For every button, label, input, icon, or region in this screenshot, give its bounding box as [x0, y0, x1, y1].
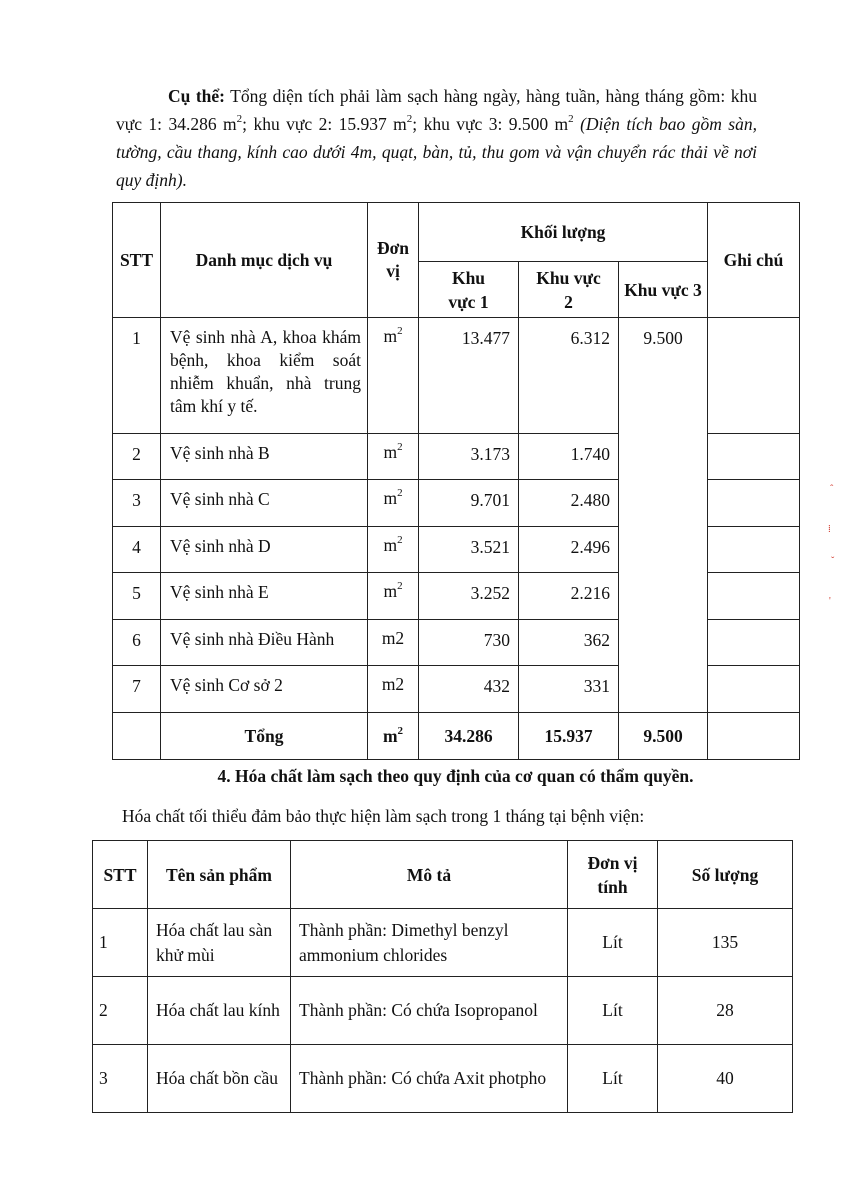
row-unit: $m^2$	[368, 480, 419, 527]
row-note	[708, 573, 800, 620]
row-name: Vệ sinh nhà A, khoa khám bệnh, khoa kiểm soát nhiễm khuẩn, nhà trung tâm khí y tế.	[161, 318, 368, 434]
intro-text-2: ; khu vực 2: 15.937 m	[242, 114, 407, 134]
row-note	[708, 666, 800, 713]
row-stt: 7	[113, 666, 161, 713]
intro-italic-note: (Diện tích bao gồm sàn, tường, cầu thang, kính cao dưới 4m, quạt, bàn, tủ, thu gom và vận chuyển rác thải về nơi quy định).	[116, 114, 757, 190]
row-stt: 2	[93, 977, 148, 1045]
chemicals-table	[92, 840, 793, 1113]
row-unit: Lít	[568, 909, 658, 977]
intro-paragraph	[116, 82, 757, 194]
header-stt: STT	[113, 203, 161, 318]
header-qty: Số lượng	[658, 841, 793, 909]
row-zone-2: 362	[519, 620, 619, 666]
table-row	[93, 909, 793, 977]
row-unit: m2	[368, 620, 419, 666]
header-volume: Khối lượng	[419, 203, 708, 262]
table-row	[93, 977, 793, 1045]
table-row	[113, 318, 800, 434]
total-unit: $m^2$	[368, 713, 419, 760]
row-zone-1: 730	[419, 620, 519, 666]
row-note	[708, 620, 800, 666]
total-zone-3: 9.500	[619, 713, 708, 760]
header-zone-3: Khu vực 3	[619, 262, 708, 318]
row-note	[708, 434, 800, 480]
row-unit: $m^2$	[368, 434, 419, 480]
total-stt	[113, 713, 161, 760]
row-stt: 3	[93, 1045, 148, 1113]
row-desc: Thành phần: Dimethyl benzyl ammonium chlorides	[291, 909, 568, 977]
row-zone-2: 2.216	[519, 573, 619, 620]
header-desc: Mô tả	[291, 841, 568, 909]
row-qty: 135	[658, 909, 793, 977]
row-zone-2: 6.312	[519, 318, 619, 434]
row-stt: 1	[113, 318, 161, 434]
total-zone-2: 15.937	[519, 713, 619, 760]
row-name: Vệ sinh nhà B	[161, 434, 368, 480]
row-stt: 6	[113, 620, 161, 666]
row-unit: Lít	[568, 977, 658, 1045]
row-zone-1: 9.701	[419, 480, 519, 527]
row-product: Hóa chất bồn cầu	[148, 1045, 291, 1113]
row-unit: m2	[368, 666, 419, 713]
sup-3: 2	[568, 113, 574, 126]
section-4-intro: Hóa chất tối thiểu đảm bảo thực hiện làm sạch trong 1 tháng tại bệnh viện:	[122, 806, 645, 826]
row-name: Vệ sinh nhà C	[161, 480, 368, 527]
row-desc: Thành phần: Có chứa Isopropanol	[291, 977, 568, 1045]
intro-text-1: Tổng diện tích phải làm sạch hàng ngày, hàng tuần, hàng tháng gồm: khu vực 1: 34.286 m	[116, 86, 757, 134]
header-service: Danh mục dịch vụ	[161, 203, 368, 318]
row-zone-1: 432	[419, 666, 519, 713]
row-note	[708, 318, 800, 434]
row-zone-1: 13.477	[419, 318, 519, 434]
row-qty: 40	[658, 1045, 793, 1113]
header-unit: Đơn vị tính	[568, 841, 658, 909]
row-zone-2: 331	[519, 666, 619, 713]
total-label: Tổng	[161, 713, 368, 760]
intro-text-3: ; khu vực 3: 9.500 m	[412, 114, 569, 134]
row-name: Vệ sinh nhà Điều Hành	[161, 620, 368, 666]
row-product: Hóa chất lau sàn khử mùi	[148, 909, 291, 977]
row-note	[708, 527, 800, 573]
row-zone-1: 3.252	[419, 573, 519, 620]
row-stt: 3	[113, 480, 161, 527]
row-unit: $m^2$	[368, 527, 419, 573]
row-name: Vệ sinh Cơ sở 2	[161, 666, 368, 713]
header-product: Tên sản phẩm	[148, 841, 291, 909]
header-stt: STT	[93, 841, 148, 909]
margin-stamp-marks: ˆ ⁞ ˇ '	[828, 484, 835, 607]
row-unit: $m^2$	[368, 573, 419, 620]
row-name: Vệ sinh nhà E	[161, 573, 368, 620]
intro-lead: Cụ thể:	[168, 86, 225, 106]
row-unit: Lít	[568, 1045, 658, 1113]
row-name: Vệ sinh nhà D	[161, 527, 368, 573]
header-note: Ghi chú	[708, 203, 800, 318]
row-unit: $m^2$	[368, 318, 419, 434]
row-desc: Thành phần: Có chứa Axit photpho	[291, 1045, 568, 1113]
row-zone-1: 3.521	[419, 527, 519, 573]
total-zone-1: 34.286	[419, 713, 519, 760]
header-zone-2: Khu vực 2	[519, 262, 619, 318]
row-zone-3: 9.500	[619, 318, 708, 713]
row-note	[708, 480, 800, 527]
section-4-heading: 4. Hóa chất làm sạch theo quy định của cơ quan có thẩm quyền.	[217, 766, 694, 786]
row-stt: 2	[113, 434, 161, 480]
total-row	[113, 713, 800, 760]
header-zone-1: Khu vực 1	[419, 262, 519, 318]
row-zone-2: 1.740	[519, 434, 619, 480]
row-stt: 1	[93, 909, 148, 977]
row-product: Hóa chất lau kính	[148, 977, 291, 1045]
row-zone-1: 3.173	[419, 434, 519, 480]
sup-1: 2	[236, 113, 243, 126]
sup-2: 2	[406, 113, 413, 126]
total-note	[708, 713, 800, 760]
row-zone-2: 2.496	[519, 527, 619, 573]
row-stt: 5	[113, 573, 161, 620]
row-zone-2: 2.480	[519, 480, 619, 527]
cleaning-area-table	[112, 202, 800, 760]
row-stt: 4	[113, 527, 161, 573]
row-qty: 28	[658, 977, 793, 1045]
header-unit: Đơn vị	[368, 203, 419, 318]
table-row	[93, 1045, 793, 1113]
